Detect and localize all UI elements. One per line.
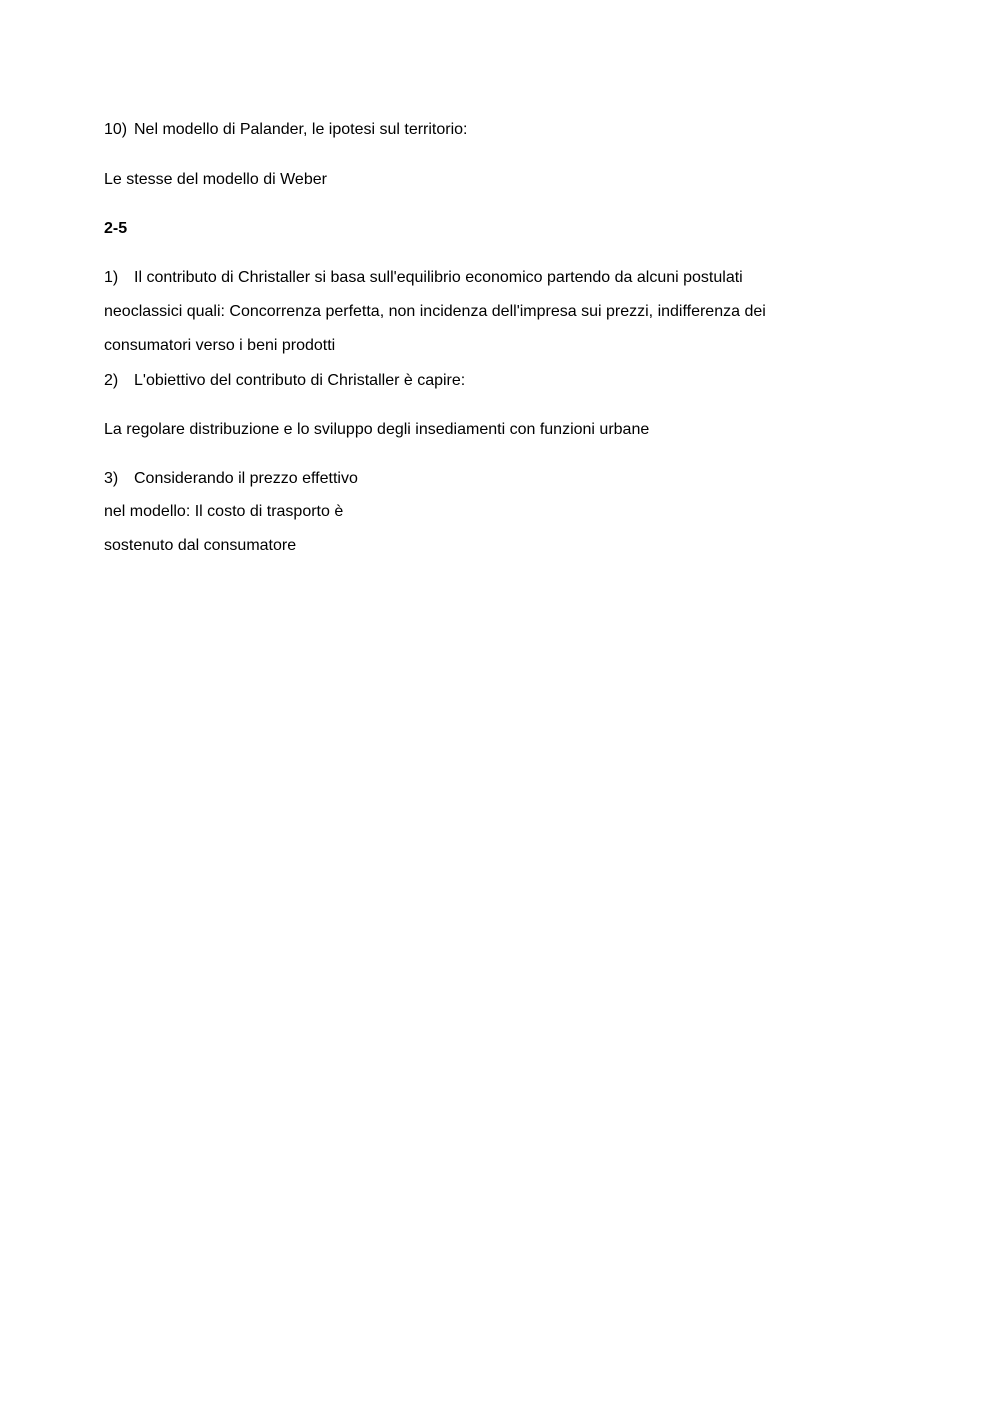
question-2 (104, 371, 465, 391)
question-1-text-line-1: Il contributo di Christaller si basa sull'equilibrio economico partendo da alcuni postulati (134, 269, 743, 286)
question-1-line-2: neoclassici quali: Concorrenza perfetta, non incidenza dell'impresa sui prezzi, indifferenza dei (104, 303, 766, 320)
question-10 (104, 120, 468, 140)
section-heading: 2-5 (104, 220, 128, 237)
question-2-number: 2) (104, 372, 119, 389)
question-10-number: 10) (104, 121, 128, 138)
answer-10: Le stesse del modello di Weber (104, 171, 327, 188)
question-3-line-1 (104, 469, 358, 489)
question-3-line-2: nel modello: Il costo di trasporto è (104, 503, 344, 520)
question-3-text-line-1: Considerando il prezzo effettivo (134, 470, 358, 487)
question-1-number: 1) (104, 269, 119, 286)
question-1-line-3: consumatori verso i beni prodotti (104, 337, 336, 354)
question-2-text: L'obiettivo del contributo di Christaller è capire: (134, 372, 466, 389)
question-1-line-1 (104, 268, 743, 288)
question-3-number: 3) (104, 470, 119, 487)
question-3-line-3: sostenuto dal consumatore (104, 537, 297, 554)
question-10-text: Nel modello di Palander, le ipotesi sul territorio: (134, 121, 468, 138)
answer-2: La regolare distribuzione e lo sviluppo degli insediamenti con funzioni urbane (104, 421, 650, 438)
